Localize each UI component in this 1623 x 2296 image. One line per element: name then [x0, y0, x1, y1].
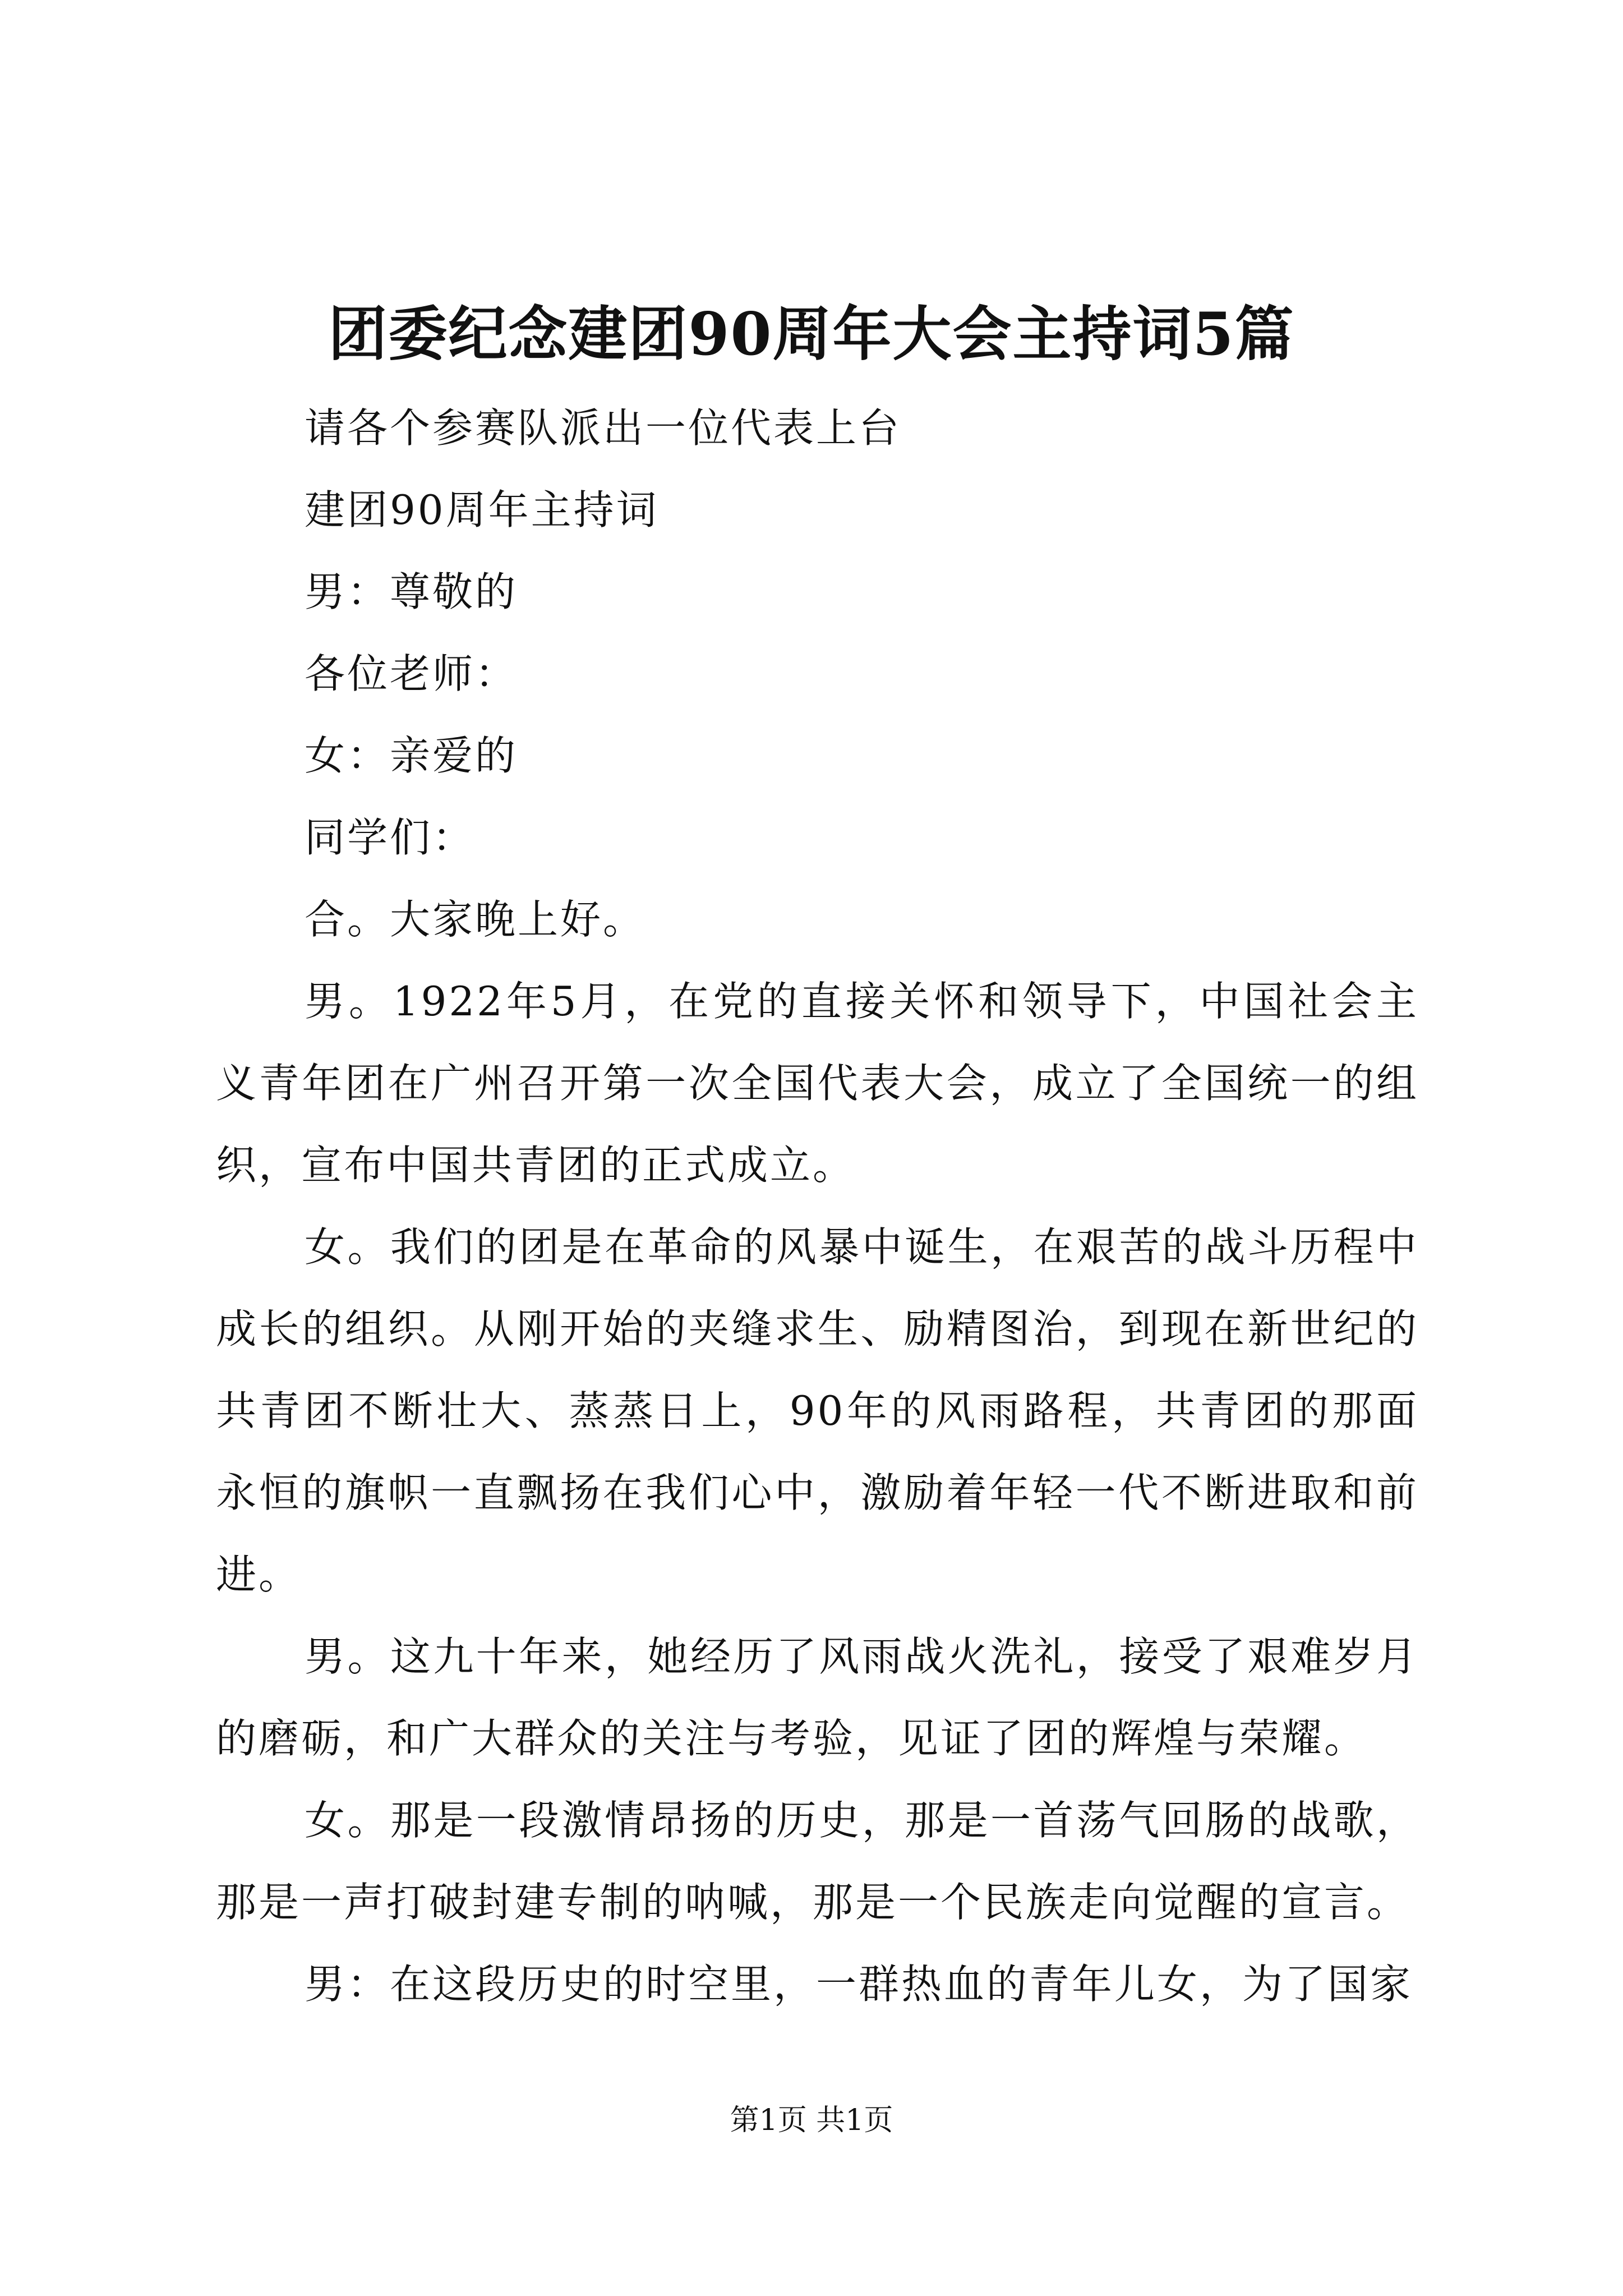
paragraph: 同学们：: [305, 814, 476, 861]
page-number-footer: 第1页 共1页: [730, 2104, 893, 2137]
paragraph: 男：尊敬的: [305, 568, 518, 615]
paragraph: 女。我们的团是在革命的风暴中诞生，在艰苦的战斗历程中成长的组织。从刚开始的夹缝求生、励精图治，到现在新世纪的共青团不断壮大、蒸蒸日上，90年的风雨路程，共青团的那面永恒的旗帜一直飘扬在我们心中，激励着年轻一代不断进取和前进。: [216, 1223, 1419, 1598]
paragraph: 男。这九十年来，她经历了风雨战火洗礼，接受了艰难岁月的磨砺，和广大群众的关注与考验，见证了团的辉煌与荣耀。: [216, 1633, 1419, 1762]
document-body: [216, 387, 1419, 2025]
paragraph: 男。1922年5月，在党的直接关怀和领导下，中国社会主义青年团在广州召开第一次全国代表大会，成立了全国统一的组织，宣布中国共青团的正式成立。: [216, 978, 1419, 1189]
paragraph: 男：在这段历史的时空里，一群热血的青年儿女，为了国家: [305, 1961, 1413, 2008]
paragraph: 请各个参赛队派出一位代表上台: [305, 404, 902, 452]
paragraph: 各位老师：: [305, 650, 518, 697]
paragraph: 建团90周年主持词: [305, 486, 659, 533]
paragraph: 女。那是一段激情昂扬的历史，那是一首荡气回肠的战歌，那是一声打破封建专制的呐喊，那是一个民族走向觉醒的宣言。: [216, 1797, 1419, 1926]
paragraph: 女：亲爱的: [305, 732, 518, 779]
paragraph: 合。大家晚上好。: [305, 896, 646, 943]
document-title: 团委纪念建团90周年大会主持词5篇: [328, 299, 1295, 369]
